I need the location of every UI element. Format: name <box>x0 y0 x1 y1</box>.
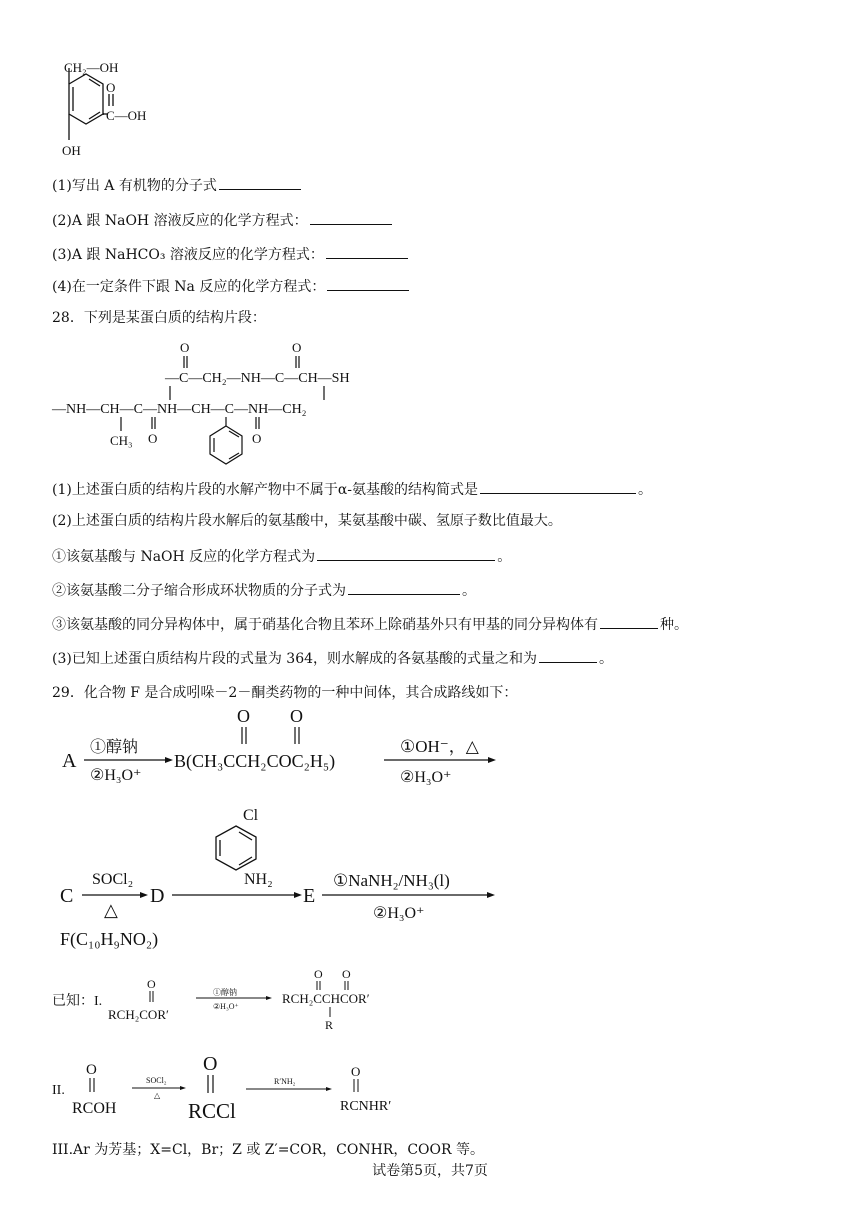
known1-o: O <box>147 977 156 991</box>
reagent-aniline-nh2: NH₂ <box>244 871 273 888</box>
known2-reagent-top: SOCl₂ <box>146 1076 167 1085</box>
compound-a: A <box>62 750 77 772</box>
q28-part1: (1)上述蛋白质的结构片段的水解产物中不属于α-氨基酸的结构简式是 。 <box>52 479 652 499</box>
known2-amide: RCNHR′ <box>340 1099 392 1114</box>
known2-reagent-bottom: △ <box>154 1091 161 1100</box>
ch3-label: CH₃ <box>110 433 133 448</box>
q28-part2c: ③该氨基酸的同分异构体中，属于硝基化合物且苯环上除硝基外只有甲基的同分异构体有 种。 <box>52 614 688 634</box>
compound-d: D <box>150 885 165 907</box>
reagent-1-top: ①醇钠 <box>90 739 139 756</box>
reagent-1-bottom: ②H₃O⁺ <box>90 767 142 784</box>
q28-part2b: ②该氨基酸二分子缩合形成环状物质的分子式为 。 <box>52 580 476 600</box>
known2-reagent-top2: R′NH₂ <box>274 1077 296 1086</box>
o-label: O <box>148 431 158 446</box>
compound-b: B(CH₃CCH₂COC₂H₅) <box>174 751 336 771</box>
known1-reactant: RCH₂COR′ <box>108 1007 169 1022</box>
reagent-4-bottom: ②H₃O⁺ <box>373 905 425 922</box>
known2-o: O <box>86 1062 97 1078</box>
known2-o: O <box>351 1064 361 1079</box>
q27-part2: (2)A 跟 NaOH 溶液反应的化学方程式： <box>52 210 394 230</box>
compound-e: E <box>303 885 316 907</box>
q27-part4: (4)在一定条件下跟 Na 反应的化学方程式： <box>52 276 411 296</box>
known1-o: O <box>314 967 323 981</box>
compound-f: F(C₁₀H₉NO₂) <box>60 929 159 949</box>
q29-title: 29．化合物 F 是合成吲哚－2－酮类药物的一种中间体，其合成路线如下： <box>52 685 518 701</box>
reagent-2-bottom: ②H₃O⁺ <box>400 769 452 786</box>
a-acid-group: C—OH <box>106 108 147 123</box>
known1-r: R <box>325 1018 334 1032</box>
q27-part1: (1)写出 A 有机物的分子式 <box>52 175 303 195</box>
o-label: O <box>252 431 262 446</box>
q28-part3: (3)已知上述蛋白质结构片段的式量为 364，则水解成的各氨基酸的式量之和为 。 <box>52 648 613 668</box>
a-bottom-group: OH <box>62 143 81 158</box>
known1-o: O <box>342 967 351 981</box>
known3: III.Ar 为芳基；X=Cl，Br；Z 或 Z′=COR，CONHR，COOR 等。 <box>52 1142 485 1158</box>
o-label: O <box>292 340 302 355</box>
fragment-lower-chain: —NH—CH—C—NH—CH—C—NH—CH₂ <box>52 402 307 417</box>
q28-title: 28．下列是某蛋白质的结构片段： <box>52 310 266 326</box>
known1-reagent-bottom: ②H₃O⁺ <box>213 1002 239 1011</box>
known2-o: O <box>203 1053 218 1075</box>
o-label: O <box>180 340 190 355</box>
known1-product: RCH₂CCHCOR′ <box>282 991 370 1006</box>
known2-label: II. <box>52 1083 65 1098</box>
a-top-group: CH₂—OH <box>64 60 119 75</box>
page-footer: 试卷第5页，共7页 <box>372 1163 488 1179</box>
reagent-4-top: ①NaNH₂/NH₃(l) <box>333 871 450 890</box>
reagent-2-top: ①OH⁻，△ <box>400 737 479 756</box>
known1-reagent-top: ①醇钠 <box>213 988 237 997</box>
b-carbonyl-o: O <box>237 706 250 726</box>
known-label: 已知：I. <box>52 994 103 1009</box>
fragment-upper-chain: —C—CH₂—NH—C—CH—SH <box>165 371 350 386</box>
b-carbonyl-o: O <box>290 706 303 726</box>
reagent-3-bottom: △ <box>104 900 118 920</box>
known2-acyl-chloride: RCCl <box>188 1099 236 1123</box>
known2-acid: RCOH <box>72 1100 117 1117</box>
a-acid-o: O <box>106 80 116 95</box>
compound-c: C <box>60 885 74 907</box>
q28-part2a: ①该氨基酸与 NaOH 反应的化学方程式为 。 <box>52 546 511 566</box>
reagent-aniline-cl: Cl <box>243 807 259 824</box>
q27-part3: (3)A 跟 NaHCO₃ 溶液反应的化学方程式： <box>52 244 410 264</box>
reagent-3-top: SOCl₂ <box>92 871 134 888</box>
q28-part2: (2)上述蛋白质的结构片段水解后的氨基酸中，某氨基酸中碳、氢原子数比值最大。 <box>52 513 562 529</box>
